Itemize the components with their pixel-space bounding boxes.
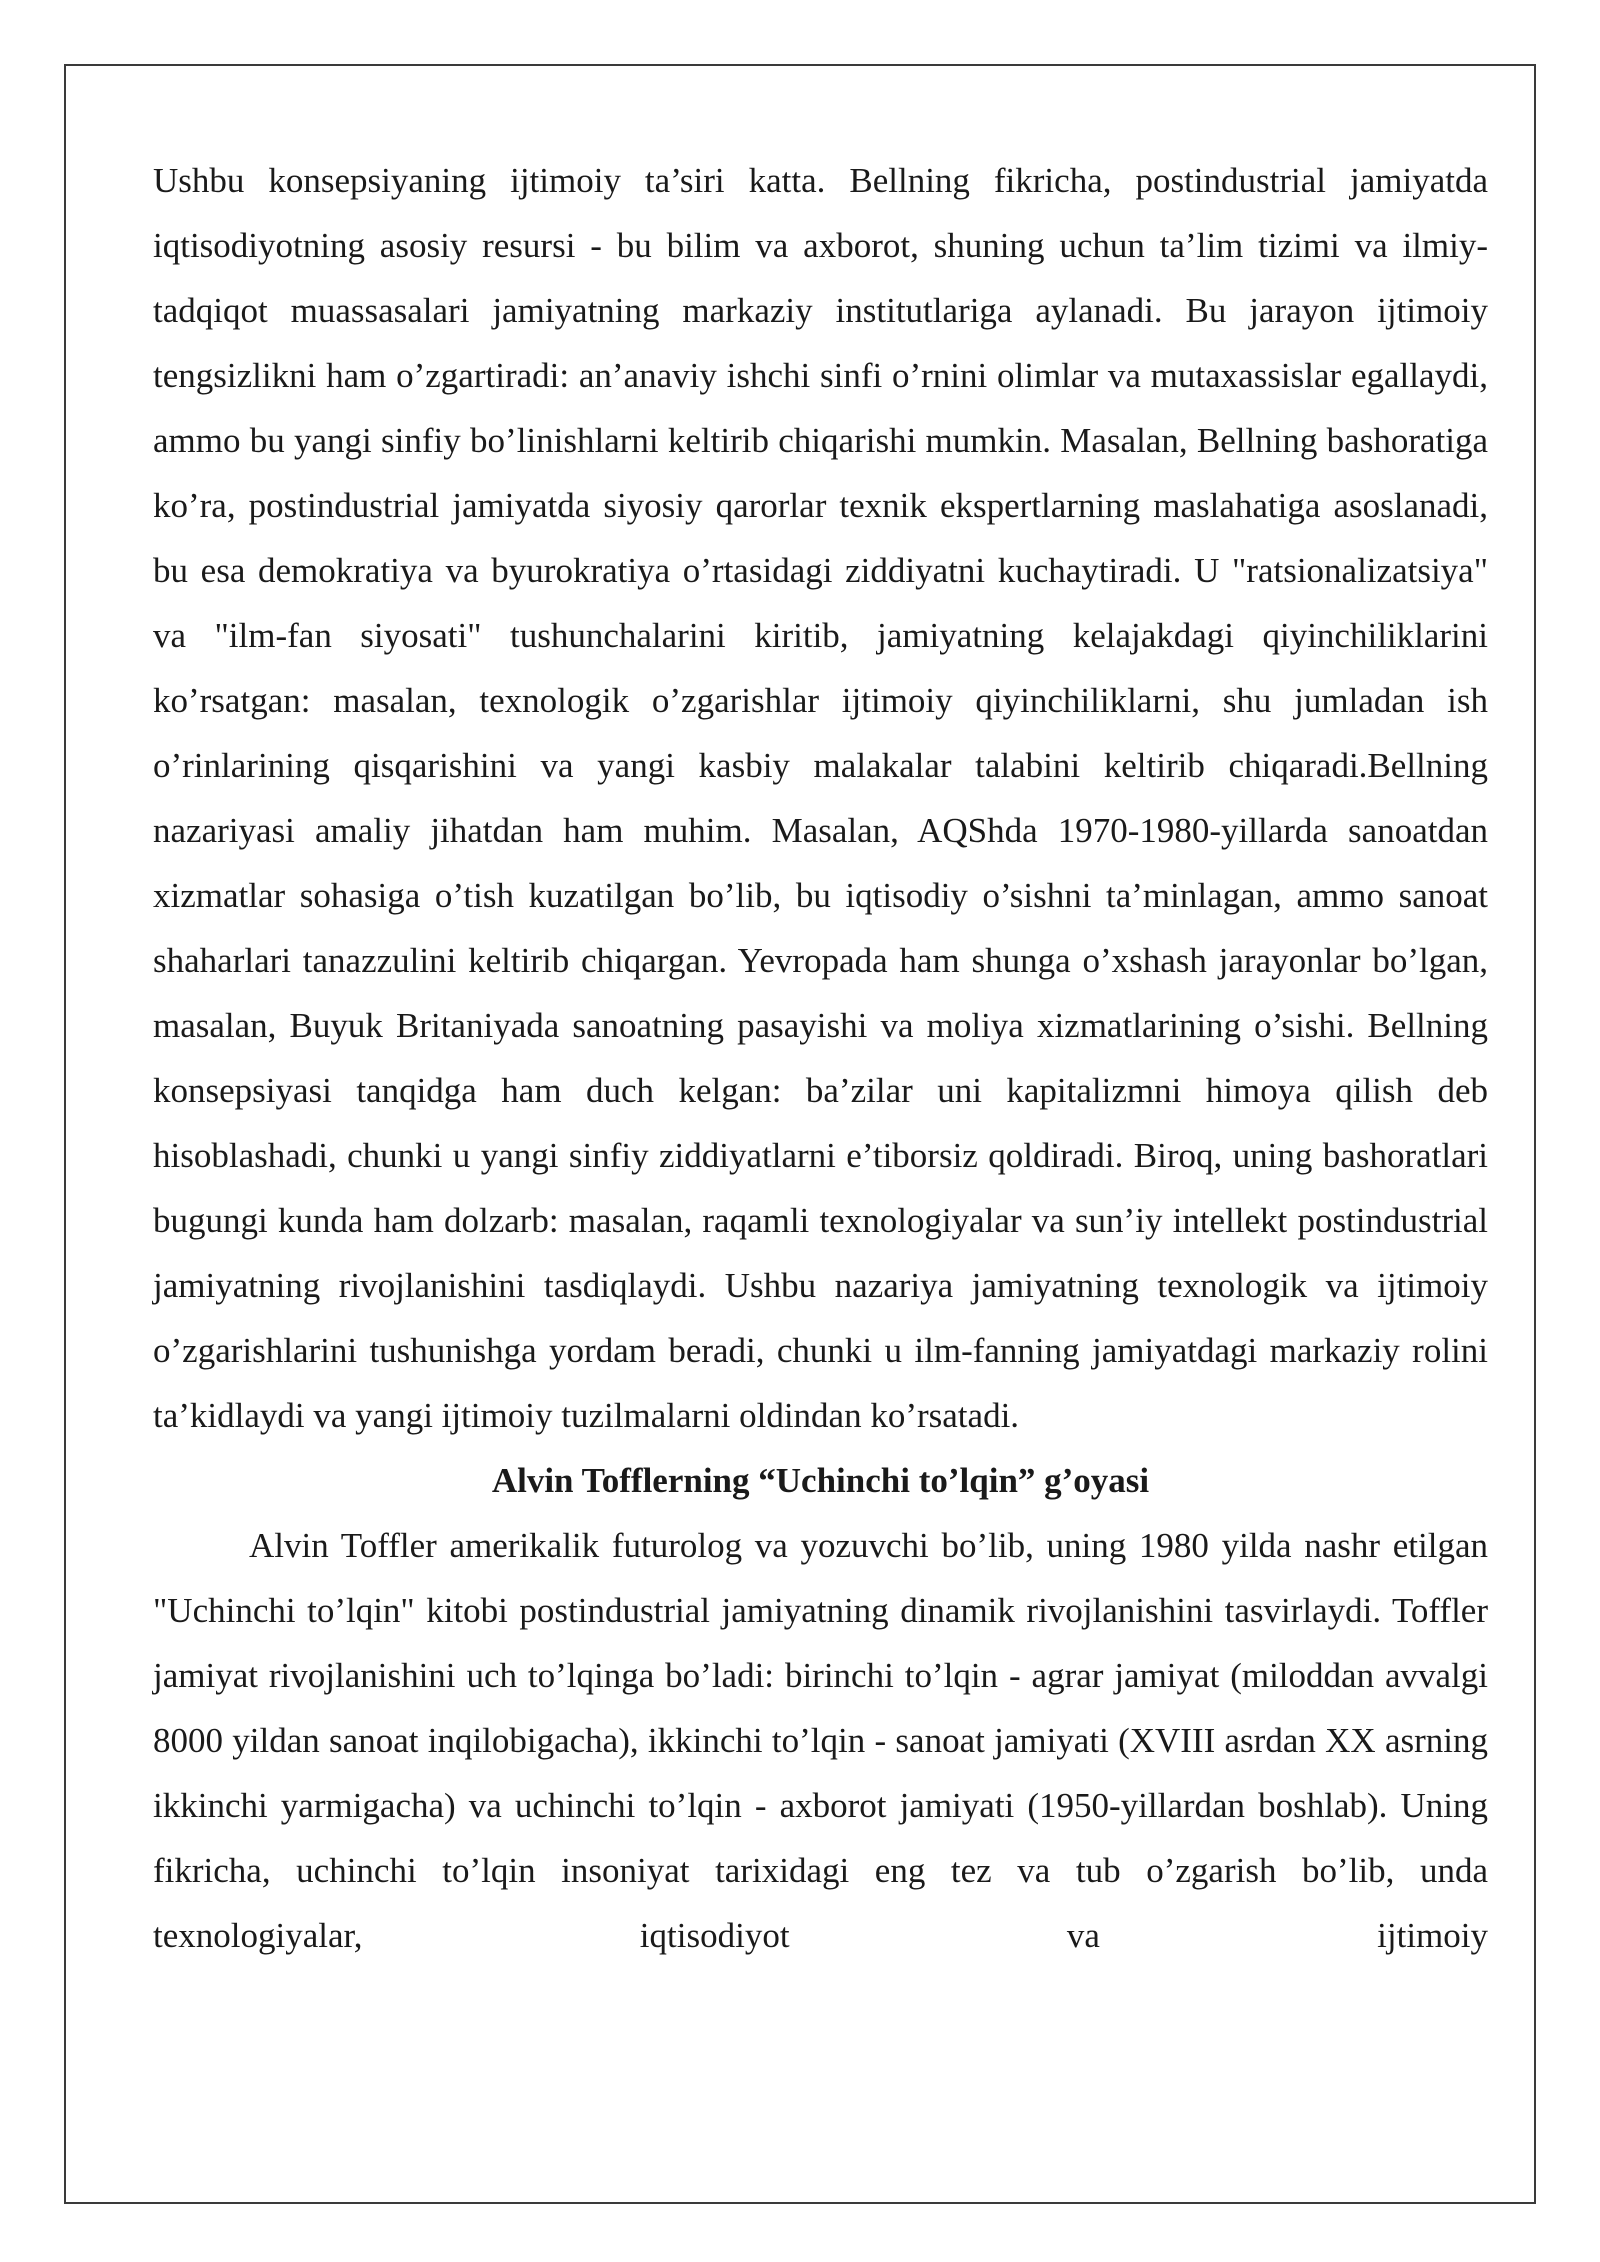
body-paragraph: Alvin Toffler amerikalik futurolog va yozuvchi bo’lib, uning 1980 yilda nashr etilgan "Uchinchi to’lqin" kitobi postindustrial jamiyatning dinamik rivojlanishini tasvirlaydi. Toffler jamiyat rivojlanishini uch to’lqinga bo’ladi: birinchi to’lqin - agrar jamiyat (miloddan avvalgi 8000 yildan sanoat inqilobigacha), ikkinchi to’lqin - sanoat jamiyati (XVIII asrdan XX asrning ikkinchi yarmigacha) va uchinchi to’lqin - axborot jamiyati (1950-yillardan boshlab). Uning fikricha, uchinchi to’lqin insoniyat tarixidagi eng tez va tub o’zgarish bo’lib, unda texnologiyalar, iqtisodiyot va ijtimoiy xyxy=(153,1526,1488,1955)
page-content xyxy=(153,148,1488,1968)
body-paragraph: Ushbu konsepsiyaning ijtimoiy ta’siri katta. Bellning fikricha, postindustrial jamiyatda iqtisodiyotning asosiy resursi - bu bilim va axborot, shuning uchun ta’lim tizimi va ilmiy-tadqiqot muassasalari jamiyatning markaziy institutlariga aylanadi. Bu jarayon ijtimoiy tengsizlikni ham o’zgartiradi: an’anaviy ishchi sinfi o’rnini olimlar va mutaxassislar egallaydi, ammo bu yangi sinfiy bo’linishlarni keltirib chiqarishi mumkin. Masalan, Bellning bashoratiga ko’ra, postindustrial jamiyatda siyosiy qarorlar texnik ekspertlarning maslahatiga asoslanadi, bu esa demokratiya va byurokratiya o’rtasidagi ziddiyatni kuchaytiradi. U "ratsionalizatsiya" va "ilm-fan siyosati" tushunchalarini kiritib, jamiyatning kelajakdagi qiyinchiliklarini ko’rsatgan: masalan, texnologik o’zgarishlar ijtimoiy qiyinchiliklarni, shu jumladan ish o’rinlarining qisqarishini va yangi kasbiy malakalar talabini keltirib chiqaradi.Bellning nazariyasi amaliy jihatdan ham muhim. Masalan, AQShda 1970-1980-yillarda sanoatdan xizmatlar sohasiga o’tish kuzatilgan bo’lib, bu iqtisodiy o’sishni ta’minlagan, ammo sanoat shaharlari tanazzulini keltirib chiqargan. Yevropada ham shunga o’xshash jarayonlar bo’lgan, masalan, Buyuk Britaniyada sanoatning pasayishi va moliya xizmatlarining o’sishi. Bellning konsepsiyasi tanqidga ham duch kelgan: ba’zilar uni kapitalizmni himoya qilish deb hisoblashadi, chunki u yangi sinfiy ziddiyatlarni e’tiborsiz qoldiradi. Biroq, uning bashoratlari bugungi kunda ham dolzarb: masalan, raqamli texnologiyalar va sun’iy intellekt postindustrial jamiyatning rivojlanishini tasdiqlaydi. Ushbu nazariya jamiyatning texnologik va ijtimoiy o’zgarishlarini tushunishga yordam beradi, chunki u ilm-fanning jamiyatdagi markaziy rolini ta’kidlaydi va yangi ijtimoiy tuzilmalarni oldindan ko’rsatadi. xyxy=(153,161,1488,1435)
section-heading: Alvin Tofflerning “Uchinchi to’lqin” g’oyasi xyxy=(491,1461,1150,1500)
